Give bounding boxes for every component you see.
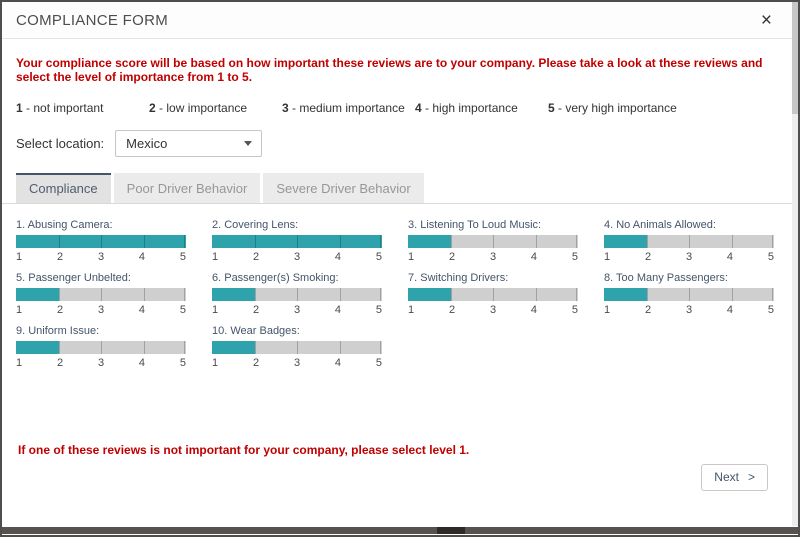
tab-compliance[interactable]: Compliance xyxy=(16,173,111,203)
location-dropdown[interactable] xyxy=(115,130,262,157)
slider-track[interactable] xyxy=(212,288,382,301)
slider-scale-number: 3 xyxy=(489,304,497,316)
slider-tick xyxy=(380,288,381,301)
slider-scale-number: 2 xyxy=(56,357,64,369)
slider-scale-numbers xyxy=(212,251,382,263)
slider-tick xyxy=(255,341,256,354)
slider-scale-numbers xyxy=(604,251,774,263)
slider-scale-numbers xyxy=(408,251,578,263)
slider-scale-number: 4 xyxy=(726,304,734,316)
slider-label: 7. Switching Drivers: xyxy=(408,272,509,284)
slider-label: 5. Passenger Unbelted: xyxy=(16,272,131,284)
slider xyxy=(212,272,382,316)
slider-tick xyxy=(144,288,145,301)
scrollbar-thumb[interactable] xyxy=(792,2,798,114)
slider-scale-number: 2 xyxy=(252,251,260,263)
footnote-text: If one of these reviews is not important for your company, please select level 1. xyxy=(18,443,470,457)
slider-scale-number: 4 xyxy=(334,251,342,263)
slider-fill xyxy=(212,288,255,301)
slider-scale-number: 5 xyxy=(179,357,186,369)
slider-tick xyxy=(340,288,341,301)
intro-text: Your compliance score will be based on how important these reviews are to your company. Please take a look at these reviews and select the level of importance from 1 to 5. xyxy=(16,56,763,84)
slider-track[interactable] xyxy=(16,235,186,248)
slider-scale-number: 3 xyxy=(293,251,301,263)
slider-tick xyxy=(297,288,298,301)
slider-tick xyxy=(184,235,185,248)
slider-scale-number: 2 xyxy=(56,304,64,316)
slider-track[interactable] xyxy=(604,235,774,248)
slider-tick xyxy=(493,235,494,248)
slider-scale-number: 4 xyxy=(334,357,342,369)
slider-scale-number: 3 xyxy=(685,304,693,316)
slider-tick xyxy=(647,288,648,301)
slider-scale-number: 5 xyxy=(767,304,774,316)
slider-scale-number: 1 xyxy=(604,304,611,316)
tab-poor-driver-behavior[interactable]: Poor Driver Behavior xyxy=(114,173,261,203)
slider-scale-numbers xyxy=(408,304,578,316)
location-label: Select location: xyxy=(16,136,105,151)
slider-scale-number: 1 xyxy=(212,251,219,263)
slider-scale-number: 5 xyxy=(179,251,186,263)
slider-scale-number: 1 xyxy=(212,357,219,369)
slider-scale-numbers xyxy=(16,251,186,263)
slider-fill xyxy=(604,235,647,248)
slider-scale-number: 3 xyxy=(293,357,301,369)
slider-track[interactable] xyxy=(408,288,578,301)
slider-scale-number: 2 xyxy=(448,251,456,263)
slider-tick xyxy=(493,288,494,301)
dialog-titlebar xyxy=(2,2,798,39)
slider-scale-number: 4 xyxy=(138,357,146,369)
slider-tick xyxy=(255,288,256,301)
slider-scale-number: 5 xyxy=(375,251,382,263)
slider-tick xyxy=(451,288,452,301)
slider-tick xyxy=(144,341,145,354)
slider-tick xyxy=(297,235,298,248)
slider-scale-number: 2 xyxy=(644,304,652,316)
location-selected-value: Mexico xyxy=(126,136,168,151)
slider-tick xyxy=(59,235,60,248)
slider xyxy=(16,272,186,316)
slider-scale-number: 1 xyxy=(408,251,415,263)
slider-scale-number: 4 xyxy=(530,251,538,263)
location-row xyxy=(16,130,784,157)
tabs xyxy=(16,173,784,203)
tabstrip xyxy=(2,173,798,204)
slider-scale-numbers xyxy=(212,304,382,316)
slider-tick xyxy=(101,235,102,248)
slider xyxy=(408,219,578,263)
slider xyxy=(604,219,774,263)
next-button-label: Next xyxy=(714,470,739,484)
slider-tick xyxy=(689,235,690,248)
slider xyxy=(408,272,578,316)
slider-scale-numbers xyxy=(604,304,774,316)
slider-scale-number: 1 xyxy=(604,251,611,263)
scale-legend-item: 1 - not important xyxy=(16,101,104,115)
slider-tick xyxy=(101,288,102,301)
slider-scale-number: 3 xyxy=(97,251,105,263)
slider-label: 2. Covering Lens: xyxy=(212,219,299,231)
slider-scale-number: 1 xyxy=(16,357,23,369)
slider xyxy=(604,272,774,316)
scale-legend xyxy=(16,101,784,115)
dialog-content xyxy=(2,56,798,369)
slider-scale-number: 5 xyxy=(375,357,382,369)
slider-tick xyxy=(184,288,185,301)
slider-label: 4. No Animals Allowed: xyxy=(604,219,716,231)
slider-scale-number: 4 xyxy=(138,251,146,263)
slider-scale-number: 5 xyxy=(179,304,186,316)
slider xyxy=(16,219,186,263)
slider-tick xyxy=(536,235,537,248)
slider-label: 1. Abusing Camera: xyxy=(16,219,113,231)
slider-label: 10. Wear Badges: xyxy=(212,325,300,337)
slider-tick xyxy=(772,288,773,301)
slider-track[interactable] xyxy=(16,288,186,301)
slider-scale-numbers xyxy=(16,357,186,369)
scale-legend-item: 2 - low importance xyxy=(149,101,248,115)
slider-scale-number: 4 xyxy=(334,304,342,316)
slider-scale-number: 5 xyxy=(571,304,578,316)
slider-tick xyxy=(340,235,341,248)
slider-fill xyxy=(16,341,59,354)
slider-tick xyxy=(59,341,60,354)
slider-track[interactable] xyxy=(212,235,382,248)
slider-scale-number: 4 xyxy=(530,304,538,316)
slider-scale-number: 3 xyxy=(293,304,301,316)
slider-tick xyxy=(340,341,341,354)
slider-scale-number: 2 xyxy=(644,251,652,263)
slider-label: 9. Uniform Issue: xyxy=(16,325,100,337)
slider-tick xyxy=(144,235,145,248)
slider-scale-numbers xyxy=(212,357,382,369)
slider-tick xyxy=(380,341,381,354)
slider-scale-number: 3 xyxy=(97,357,105,369)
next-button[interactable] xyxy=(701,464,768,491)
slider-tick xyxy=(576,235,577,248)
slider-tick xyxy=(255,235,256,248)
next-arrow-icon: > xyxy=(747,470,755,484)
slider-scale-number: 5 xyxy=(571,251,578,263)
slider-scale-number: 1 xyxy=(16,304,23,316)
window-bottom-edge xyxy=(2,527,798,534)
slider-scale-number: 3 xyxy=(97,304,105,316)
tab-severe-driver-behavior[interactable]: Severe Driver Behavior xyxy=(263,173,423,203)
slider-scale-number: 3 xyxy=(489,251,497,263)
slider-tick xyxy=(451,235,452,248)
slider-scale-number: 5 xyxy=(375,304,382,316)
slider-tick xyxy=(380,235,381,248)
slider-tick xyxy=(689,288,690,301)
slider-label: 6. Passenger(s) Smoking: xyxy=(212,272,339,284)
slider-track[interactable] xyxy=(212,341,382,354)
slider-fill xyxy=(212,341,255,354)
slider xyxy=(212,219,382,263)
scale-legend-item: 3 - medium importance xyxy=(282,101,405,115)
slider-label: 8. Too Many Passengers: xyxy=(604,272,728,284)
slider-scale-number: 1 xyxy=(16,251,23,263)
slider-fill xyxy=(408,288,451,301)
slider xyxy=(16,325,186,369)
slider-scale-numbers xyxy=(16,304,186,316)
slider-scale-number: 1 xyxy=(408,304,415,316)
slider-scale-number: 2 xyxy=(252,357,260,369)
scrollbar[interactable] xyxy=(792,2,798,526)
slider-track[interactable] xyxy=(408,235,578,248)
slider-scale-number: 2 xyxy=(56,251,64,263)
chevron-down-icon xyxy=(244,141,252,146)
slider-fill xyxy=(604,288,647,301)
slider-label: 3. Listening To Loud Music: xyxy=(408,219,542,231)
slider-scale-number: 4 xyxy=(726,251,734,263)
close-icon[interactable]: × xyxy=(760,9,772,31)
slider-track[interactable] xyxy=(604,288,774,301)
slider-tick xyxy=(101,341,102,354)
slider-tick xyxy=(59,288,60,301)
slider-tick xyxy=(536,288,537,301)
slider-scale-number: 2 xyxy=(448,304,456,316)
slider-tick xyxy=(647,235,648,248)
slider-scale-number: 4 xyxy=(138,304,146,316)
slider-scale-number: 3 xyxy=(685,251,693,263)
slider-fill xyxy=(408,235,451,248)
slider-fill xyxy=(16,288,59,301)
slider-tick xyxy=(576,288,577,301)
sliders-grid xyxy=(16,219,784,369)
dialog-title: COMPLIANCE FORM xyxy=(16,11,169,29)
scale-legend-item: 4 - high importance xyxy=(415,101,518,115)
slider-tick xyxy=(732,288,733,301)
slider-tick xyxy=(772,235,773,248)
slider xyxy=(212,325,382,369)
slider-tick xyxy=(732,235,733,248)
slider-scale-number: 5 xyxy=(767,251,774,263)
slider-scale-number: 2 xyxy=(252,304,260,316)
scale-legend-item: 5 - very high importance xyxy=(548,101,677,115)
slider-tick xyxy=(297,341,298,354)
slider-tick xyxy=(184,341,185,354)
window-bottom-edge-segment xyxy=(437,527,465,534)
slider-scale-number: 1 xyxy=(212,304,219,316)
slider-track[interactable] xyxy=(16,341,186,354)
